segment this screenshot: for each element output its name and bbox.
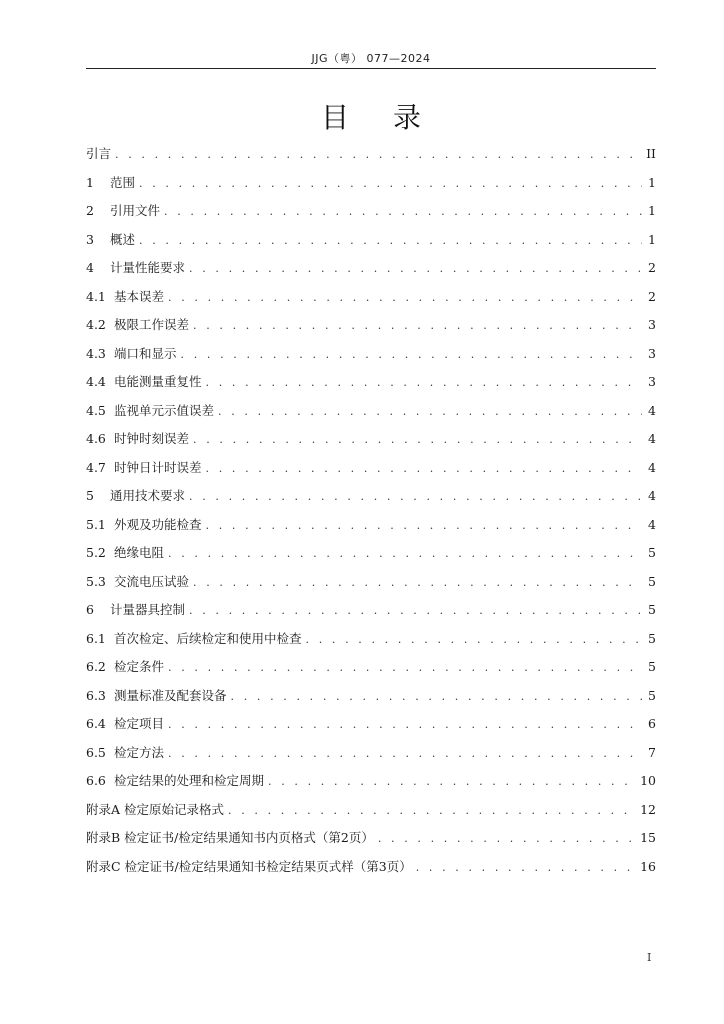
toc-entry-page: 5 xyxy=(648,659,656,674)
toc-entry-label xyxy=(86,283,168,312)
toc-entry[interactable] xyxy=(86,140,656,169)
toc-entry-label xyxy=(86,568,193,597)
toc-entry-text: 测量标准及配套设备 xyxy=(114,687,227,703)
toc-entry-page: 5 xyxy=(648,545,656,560)
toc-entry-label xyxy=(86,739,168,768)
toc-entry[interactable] xyxy=(86,596,656,625)
toc-entry-label xyxy=(86,311,193,340)
toc-dot-leader xyxy=(218,398,642,427)
toc-entry-number: 1 xyxy=(86,174,94,190)
toc-dot-leader xyxy=(193,426,642,455)
toc-dot-leader xyxy=(139,170,642,199)
toc-entry-label xyxy=(86,625,306,654)
toc-entry-text: 附录A 检定原始记录格式 xyxy=(86,801,225,817)
running-header: JJG（粤） 077—2024 xyxy=(311,52,431,65)
toc-dot-leader xyxy=(189,483,642,512)
toc-entry[interactable] xyxy=(86,283,656,312)
toc-entry[interactable] xyxy=(86,796,656,825)
toc-entry-number: 4.4 xyxy=(86,374,106,389)
toc-entry-text: 计量性能要求 xyxy=(110,260,186,275)
toc-entry-label xyxy=(86,767,268,796)
toc-dot-leader xyxy=(378,825,636,854)
toc-entry-label xyxy=(86,824,378,853)
toc-entry-page: 1 xyxy=(648,174,656,190)
toc-dot-leader xyxy=(206,512,642,541)
toc-entry-text: 附录C 检定证书/检定结果通知书检定结果页式样（第3页） xyxy=(86,858,412,874)
toc-dot-leader xyxy=(193,312,642,341)
toc-entry-number: 6.5 xyxy=(86,744,106,760)
toc-entry[interactable] xyxy=(86,767,656,796)
toc-entry-text: 附录B 检定证书/检定结果通知书内页格式（第2页） xyxy=(86,830,374,845)
toc-entry[interactable] xyxy=(86,682,656,711)
page-title xyxy=(86,96,656,136)
toc-dot-leader xyxy=(168,711,642,740)
toc-entry-page: 4 xyxy=(648,488,656,503)
toc-entry[interactable] xyxy=(86,625,656,654)
toc-entry[interactable] xyxy=(86,197,656,226)
toc-entry-text: 引言 xyxy=(86,146,112,161)
toc-entry-page: 5 xyxy=(648,602,656,617)
toc-entry-page: 3 xyxy=(648,345,656,361)
toc-entry-number: 6.4 xyxy=(86,716,106,731)
toc-entry-text: 基本误差 xyxy=(114,288,165,304)
toc-entry-label xyxy=(86,682,231,711)
toc-entry-number: 3 xyxy=(86,231,94,247)
toc-entry[interactable] xyxy=(86,226,656,255)
header-rule xyxy=(86,68,656,69)
toc-entry-label xyxy=(86,539,168,568)
toc-entry-label xyxy=(86,653,168,682)
toc-entry-page: 4 xyxy=(648,459,656,475)
toc-entry-label xyxy=(86,226,139,255)
toc-entry-number: 6.6 xyxy=(86,773,106,788)
toc-entry-number: 4.2 xyxy=(86,317,106,332)
toc-entry-number: 5.3 xyxy=(86,573,106,589)
toc-entry[interactable] xyxy=(86,511,656,540)
title-char-1: 目 xyxy=(320,101,349,134)
toc-entry[interactable] xyxy=(86,454,656,483)
toc-entry-label xyxy=(86,796,228,825)
toc-entry-page: 4 xyxy=(648,516,656,532)
toc-entry-number: 6.2 xyxy=(86,659,106,674)
toc-entry-page: II xyxy=(646,146,656,161)
toc-dot-leader xyxy=(189,597,642,626)
toc-entry-text: 范围 xyxy=(110,174,136,190)
toc-entry[interactable] xyxy=(86,368,656,397)
toc-entry-number: 4.6 xyxy=(86,431,106,446)
toc-entry-label xyxy=(86,368,206,397)
toc-entry-label xyxy=(86,853,416,882)
toc-entry[interactable] xyxy=(86,824,656,853)
toc-entry-number: 5 xyxy=(86,488,94,503)
toc-entry-number: 5.2 xyxy=(86,545,106,560)
page-number: I xyxy=(647,951,652,964)
toc-dot-leader xyxy=(164,198,642,227)
toc-entry-text: 计量器具控制 xyxy=(110,602,186,617)
toc-dot-leader xyxy=(139,227,642,256)
toc-entry-text: 交流电压试验 xyxy=(114,573,190,589)
toc-entry-page: 7 xyxy=(648,744,656,760)
title-char-2: 录 xyxy=(393,101,422,134)
toc-dot-leader xyxy=(268,768,636,797)
toc-entry-number: 4.3 xyxy=(86,345,106,361)
toc-entry-page: 16 xyxy=(640,858,656,874)
toc-entry-text: 时钟日计时误差 xyxy=(114,459,202,475)
toc-entry[interactable] xyxy=(86,482,656,511)
toc-dot-leader xyxy=(228,797,636,826)
toc-entry-label xyxy=(86,596,189,625)
toc-entry-text: 端口和显示 xyxy=(114,345,177,361)
toc-entry-label xyxy=(86,397,218,426)
toc-entry[interactable] xyxy=(86,254,656,283)
toc-entry-page: 10 xyxy=(640,773,656,788)
toc-dot-leader xyxy=(115,141,642,170)
toc-entry-text: 极限工作误差 xyxy=(114,317,190,332)
toc-entry[interactable] xyxy=(86,710,656,739)
toc-entry[interactable] xyxy=(86,653,656,682)
toc-entry-page: 4 xyxy=(648,431,656,446)
toc-entry-number: 2 xyxy=(86,203,94,218)
toc-entry-text: 检定结果的处理和检定周期 xyxy=(114,773,265,788)
toc-entry[interactable] xyxy=(86,739,656,768)
toc-entry-text: 通用技术要求 xyxy=(110,488,186,503)
toc-entry-text: 电能测量重复性 xyxy=(114,374,202,389)
toc-dot-leader xyxy=(206,455,642,484)
toc-entry-number: 5.1 xyxy=(86,516,106,532)
toc-entry-text: 外观及功能检查 xyxy=(114,516,202,532)
toc-entry[interactable] xyxy=(86,311,656,340)
toc-entry-number: 4 xyxy=(86,260,94,275)
toc-entry-text: 检定方法 xyxy=(114,744,165,760)
toc-entry-text: 监视单元示值误差 xyxy=(114,402,215,418)
table-of-contents xyxy=(86,140,656,881)
toc-entry-page: 15 xyxy=(640,830,656,845)
toc-entry-page: 5 xyxy=(648,687,656,703)
toc-entry[interactable] xyxy=(86,425,656,454)
toc-entry-label xyxy=(86,511,206,540)
toc-entry-number: 4.7 xyxy=(86,459,106,475)
toc-entry-label xyxy=(86,425,193,454)
toc-entry-text: 首次检定、后续检定和使用中检查 xyxy=(114,630,302,646)
toc-entry-page: 1 xyxy=(648,231,656,247)
toc-entry[interactable] xyxy=(86,853,656,882)
toc-entry-page: 2 xyxy=(648,288,656,304)
toc-entry-number: 4.1 xyxy=(86,288,106,304)
toc-entry-number: 6.3 xyxy=(86,687,106,703)
toc-entry-page: 2 xyxy=(648,260,656,275)
toc-entry-page: 6 xyxy=(648,716,656,731)
toc-entry-page: 3 xyxy=(648,374,656,389)
toc-entry[interactable] xyxy=(86,397,656,426)
toc-dot-leader xyxy=(231,683,642,712)
toc-entry-number: 6.1 xyxy=(86,630,106,646)
toc-entry-label xyxy=(86,140,115,169)
toc-entry-label xyxy=(86,482,189,511)
toc-entry-text: 概述 xyxy=(110,231,136,247)
toc-entry-number: 6 xyxy=(86,602,94,617)
toc-dot-leader xyxy=(168,740,642,769)
toc-entry-page: 5 xyxy=(648,630,656,646)
toc-entry-text: 绝缘电阻 xyxy=(114,545,165,560)
toc-entry-number: 4.5 xyxy=(86,402,106,418)
toc-entry-page: 4 xyxy=(648,402,656,418)
toc-entry[interactable] xyxy=(86,340,656,369)
toc-dot-leader xyxy=(168,540,642,569)
toc-entry-label xyxy=(86,710,168,739)
toc-entry-label xyxy=(86,197,164,226)
toc-entry-page: 3 xyxy=(648,317,656,332)
toc-entry-page: 5 xyxy=(648,573,656,589)
toc-dot-leader xyxy=(168,654,642,683)
toc-entry-text: 检定条件 xyxy=(114,659,165,674)
toc-entry-page: 1 xyxy=(648,203,656,218)
toc-dot-leader xyxy=(193,569,642,598)
toc-dot-leader xyxy=(306,626,642,655)
toc-entry-text: 检定项目 xyxy=(114,716,165,731)
toc-dot-leader xyxy=(189,255,642,284)
toc-entry-label xyxy=(86,454,206,483)
toc-entry-label xyxy=(86,169,139,198)
toc-entry-text: 时钟时刻误差 xyxy=(114,431,190,446)
toc-dot-leader xyxy=(416,854,636,883)
toc-entry[interactable] xyxy=(86,169,656,198)
toc-entry-text: 引用文件 xyxy=(110,203,161,218)
toc-entry-label xyxy=(86,340,181,369)
toc-dot-leader xyxy=(181,341,642,370)
toc-dot-leader xyxy=(206,369,642,398)
toc-entry-label xyxy=(86,254,189,283)
toc-dot-leader xyxy=(168,284,642,313)
toc-entry[interactable] xyxy=(86,539,656,568)
toc-entry-page: 12 xyxy=(640,801,656,817)
toc-entry[interactable] xyxy=(86,568,656,597)
